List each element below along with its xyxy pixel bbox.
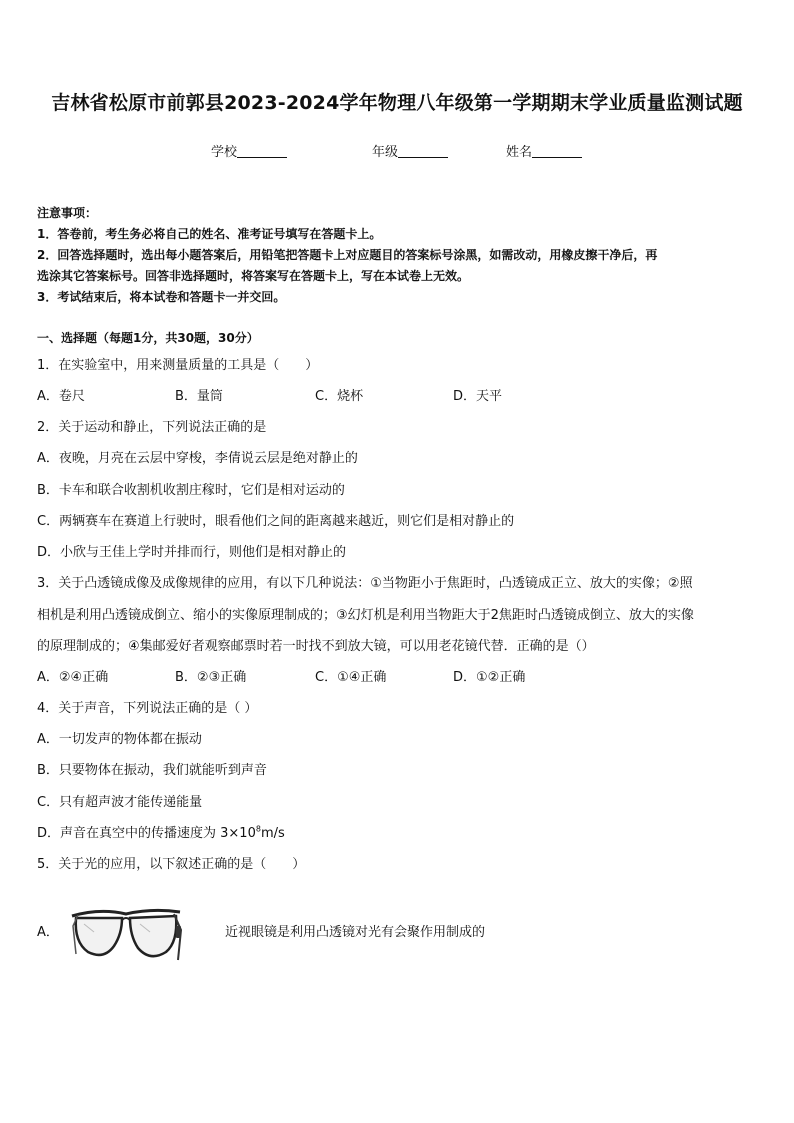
section-heading: 一、选择题（每题1分，共30题，30分） xyxy=(37,331,259,345)
q1-option-d: D．天平 xyxy=(453,389,503,404)
grade-field xyxy=(372,141,448,160)
q2-option-a: A．夜晚，月亮在云层中穿梭，李倩说云层是绝对静止的 xyxy=(37,451,358,466)
q2-stem: 2．关于运动和静止，下列说法正确的是 xyxy=(37,420,267,435)
q4-option-a: A．一切发声的物体都在振动 xyxy=(37,732,202,747)
grade-blank xyxy=(398,144,448,158)
name-label: 姓名 xyxy=(506,145,533,160)
note-3: 3．考试结束后，将本试卷和答题卡一并交回。 xyxy=(37,290,286,304)
school-label: 学校 xyxy=(211,145,238,160)
q3-stem-line-1: 3．关于凸透镜成像及成像规律的应用，有以下几种说法：①当物距小于焦距时，凸透镜成正立、放大的实像；②照 xyxy=(37,576,693,591)
note-2-line-1: 2．回答选择题时，选出每小题答案后，用铅笔把答题卡上对应题目的答案标号涂黑，如需改动，用橡皮擦干净后，再 xyxy=(37,248,658,262)
q4-option-d-text: D．声音在真空中的传播速度为 3×10 xyxy=(37,826,256,841)
school-blank xyxy=(237,144,287,158)
q4-stem: 4．关于声音，下列说法正确的是（ ） xyxy=(37,701,258,716)
q3-option-d: D．①②正确 xyxy=(453,670,526,685)
note-1: 1．答卷前，考生务必将自己的姓名、准考证号填写在答题卡上。 xyxy=(37,227,382,241)
note-2-line-2: 选涂其它答案标号。回答非选择题时，将答案写在答题卡上，写在本试卷上无效。 xyxy=(37,269,470,283)
q4-option-c: C．只有超声波才能传递能量 xyxy=(37,795,203,810)
q3-option-a: A．②④正确 xyxy=(37,670,109,685)
q4-option-d-exponent: 8 xyxy=(255,824,261,834)
q1-stem: 1．在实验室中，用来测量质量的工具是（ ） xyxy=(37,358,319,373)
eyeglasses-image xyxy=(70,902,182,968)
q3-stem-line-2: 相机是利用凸透镜成倒立、缩小的实像原理制成的；③幻灯机是利用当物距大于2焦距时凸透镜成倒立、放大的实像 xyxy=(37,608,694,623)
q3-option-b: B．②③正确 xyxy=(175,670,247,685)
q5-option-a-label: A． xyxy=(37,925,59,940)
school-field xyxy=(211,141,287,160)
q4-option-d-unit: m/s xyxy=(260,826,285,841)
name-blank xyxy=(532,144,582,158)
q1-option-c: C．烧杯 xyxy=(315,389,364,404)
q1-option-b: B．量筒 xyxy=(175,389,223,404)
q5-stem: 5．关于光的应用，以下叙述正确的是（ ） xyxy=(37,857,306,872)
q4-option-b: B．只要物体在振动，我们就能听到声音 xyxy=(37,763,267,778)
notes-heading: 注意事项： xyxy=(37,206,98,220)
name-field xyxy=(506,141,582,160)
q1-option-a: A．卷尺 xyxy=(37,389,85,404)
q3-stem-line-3: 的原理制成的；④集邮爱好者观察邮票时若一时找不到放大镜，可以用老花镜代替．正确的是（） xyxy=(37,639,595,654)
q2-option-d: D．小欣与王佳上学时并排而行，则他们是相对静止的 xyxy=(37,545,347,560)
q5-option-a-text: 近视眼镜是利用凸透镜对光有会聚作用制成的 xyxy=(225,925,486,940)
grade-label: 年级 xyxy=(372,145,399,160)
q4-option-d xyxy=(37,822,285,841)
page-title: 吉林省松原市前郭县2023-2024学年物理八年级第一学期期末学业质量监测试题 xyxy=(51,92,743,114)
q2-option-b: B．卡车和联合收割机收割庄稼时，它们是相对运动的 xyxy=(37,483,345,498)
q2-option-c: C．两辆赛车在赛道上行驶时，眼看他们之间的距离越来越近，则它们是相对静止的 xyxy=(37,514,515,529)
q3-option-c: C．①④正确 xyxy=(315,670,387,685)
